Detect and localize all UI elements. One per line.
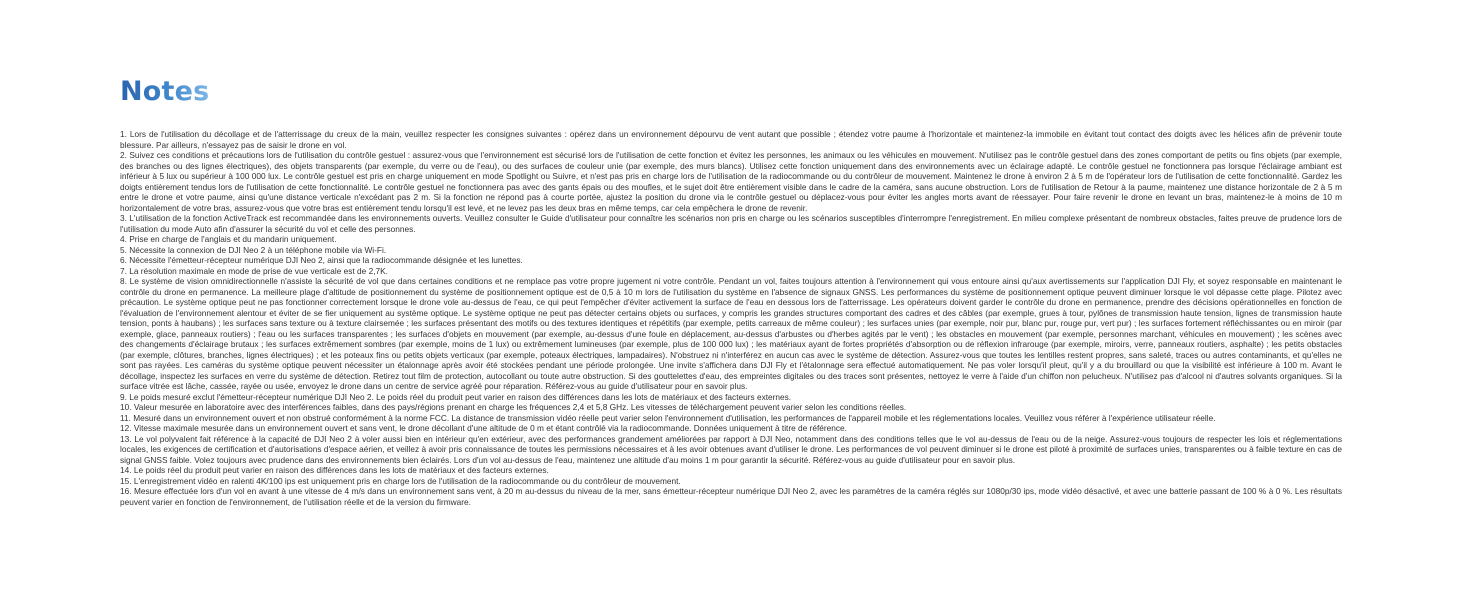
note-item: 9. Le poids mesuré exclut l'émetteur-récepteur numérique DJI Neo 2. Le poids réel du produit peut varier en raison des différences dans les lots de matériaux et des facteurs externes. <box>120 391 792 402</box>
note-item: 2. Suivez ces conditions et précautions lors de l'utilisation du contrôle gestuel : assurez-vous que l'environnement est sécurisé lors de l'utilisation de cette fonction et évitez les personnes, les animaux ou les véhicules en mouvement. N'utilisez pas le contrôle gestuel dans des zones comportant de petits ou fins objets (par exemple, des branches ou des lignes électriques), des objets transparents (par exemple, du verre ou de l'eau), ou des surfaces de couleur unie (par exemple, des murs blancs). Utilisez cette fonction uniquement dans des environnements avec un éclairage adapté. Le contrôle gestuel ne fonctionnera pas lorsque l'éclairage ambiant est inférieur à 5 lux ou supérieur à 100 000 lux. Le contrôle gestuel est pris en charge uniquement en mode Spotlight ou Suivre, et n'est pas pris en charge lors de l'utilisation de la radiocommande ou du contrôleur de mouvement. Maintenez le drone à environ 2 à 5 m de l'opérateur lors de l'utilisation de cette fonctionnalité. Gardez les doigts entièrement tendus lors de l'utilisation de cette fonctionnalité. Le contrôle gestuel ne fonctionnera pas avec des gants épais ou des moufles, et le sujet doit être entièrement visible dans le cadre de la caméra, sans aucune obstruction. Lors de l'utilisation de Retour à la paume, maintenez une distance horizontale de 2 à 5 m entre le drone et votre paume, ainsi qu'une distance verticale n'excédant pas 2 m. Si la fonction ne répond pas à courte portée, ajustez la position du drone via le contrôle gestuel ou déplacez-vous pour éviter les angles morts avant de réessayer. Pour faire revenir le drone en levant un bras, maintenez-le à moins de 10 m horizontalement de votre bras, assurez-vous que votre bras est entièrement tendu lorsqu'il est levé, et ne levez pas les deux bras en même temps, car cela empêchera le drone de revenir. <box>120 150 1342 213</box>
notes-list <box>120 129 1342 507</box>
note-item: 6. Nécessite l'émetteur-récepteur numérique DJI Neo 2, ainsi que la radiocommande désignée et les lunettes. <box>120 255 523 265</box>
note-item: 13. Le vol polyvalent fait référence à la capacité de DJI Neo 2 à voler aussi bien en intérieur qu'en extérieur, avec des performances grandement améliorées par rapport à DJI Neo, notamment dans des conditions telles que le vol au-dessus de l'eau ou de la neige. Assurez-vous toujours de respecter les lois et réglementations locales, les exigences de certification et d'autorisations d'espace aérien, et veillez à avoir pris connaissance de toutes les permissions nécessaires et à les avoir obtenues avant d'utiliser le drone. Les performances de vol peuvent diminuer si le drone est piloté à proximité de surfaces unies, transparentes ou à faible texture en cas de signal GNSS faible. Volez toujours avec prudence dans des environnements bien éclairés. Lors d'un vol au-dessus de l'eau, maintenez une altitude d'au moins 1 m pour garantir la sécurité. Référez-vous au guide d'utilisateur pour en savoir plus. <box>120 433 1342 465</box>
notes-title: Notes <box>120 76 210 107</box>
note-item: 12. Vitesse maximale mesurée dans un environnement ouvert et sans vent, le drone décollant d'une altitude de 0 m et étant contrôlé via la radiocommande. Données uniquement à titre de référence. <box>120 423 847 433</box>
note-item: 7. La résolution maximale en mode de prise de vue verticale est de 2,7K. <box>120 265 388 276</box>
note-item: 14. Le poids réel du produit peut varier en raison des différences dans les lots de matériaux et des facteurs externes. <box>120 465 549 475</box>
note-item: 11. Mesuré dans un environnement ouvert et non obstrué conformément à la norme FCC. La distance de transmission vidéo réelle peut varier selon l'environnement d'utilisation, les performances de l'appareil mobile et les réglementations locales. Veuillez vous référer à l'expérience utilisateur réelle. <box>120 412 1216 423</box>
note-item: 1. Lors de l'utilisation du décollage et de l'atterrissage du creux de la main, veuillez respecter les consignes suivantes : opérez dans un environnement dépourvu de vent autant que possible ; étendez votre paume à l'horizontale et maintenez-la immobile en évitant tout contact des doigts avec les hélices afin de prévenir toute blessure. Par ailleurs, n'essayez pas de saisir le drone en vol. <box>120 129 1342 150</box>
note-item: 5. Nécessite la connexion de DJI Neo 2 à un téléphone mobile via Wi-Fi. <box>120 244 387 255</box>
note-item: 3. L'utilisation de la fonction ActiveTrack est recommandée dans les environnements ouverts. Veuillez consulter le Guide d'utilisateur pour connaître les scénarios non pris en charge ou les scénarios susceptibles d'interrompre l'enregistrement. En milieu complexe présentant de nombreux obstacles, faites preuve de prudence lors de l'utilisation du mode Auto afin d'assurer la sécurité du vol et celle des personnes. <box>120 213 1342 234</box>
note-item: 8. Le système de vision omnidirectionnelle n'assiste la sécurité de vol que dans certaines conditions et ne remplace pas votre propre jugement ni votre contrôle. Pendant un vol, faites toujours attention à l'environnement qui vous entoure ainsi qu'aux avertissements sur l'application DJI Fly, et soyez responsable en maintenant le contrôle du drone en permanence. La meilleure plage d'altitude de positionnement du système de positionnement optique est de 0,5 à 10 m lors de l'utilisation du système en l'absence de signaux GNSS. Les performances du système de positionnement optique peuvent diminuer lorsque le vol dépasse cette plage. Pilotez avec précaution. Le système optique peut ne pas fonctionner correctement lorsque le drone vole au-dessus de l'eau, ce qui peut l'empêcher d'éviter activement la surface de l'eau en dessous lors de l'atterrissage. Les opérateurs doivent garder le contrôle du drone en permanence, prendre des décisions opérationnelles en fonction de l'évaluation de l'environnement alentour et éviter de se fier uniquement au système optique. Le système optique ne peut pas détecter certains objets ou surfaces, y compris les grandes structures comportant des cadres et des câbles (par exemple, grues à tour, pylônes de transmission haute tension, lignes de transmission haute tension, ponts à haubans) ; les surfaces sans texture ou à texture clairsemée ; les surfaces présentant des motifs ou des textures identiques et répétitifs (par exemple, petits carreaux de même couleur) ; les surfaces unies (par exemple, noir pur, blanc pur, rouge pur, vert pur) ; les surfaces fortement réfléchissantes ou en miroir (par exemple, glace, panneaux routiers) ; l'eau ou les surfaces transparentes ; les surfaces d'objets en mouvement (par exemple, au-dessus d'une foule en déplacement, au-dessus d'arbustes ou d'herbes agités par le vent) ; les obstacles en mouvement (par exemple, personnes marchant, véhicules en mouvement) ; les scènes avec des changements d'éclairage brutaux ; les surfaces extrêmement sombres (par exemple, moins de 1 lux) ou extrêmement lumineuses (par exemple, plus de 100 000 lux) ; les matériaux ayant de fortes propriétés d'absorption ou de réflexion infrarouge (par exemple, miroirs, verre, panneaux routiers, asphalte) ; les petits obstacles (par exemple, clôtures, branches, lignes électriques) ; et les poteaux fins ou petits objets verticaux (par exemple, poteaux électriques, lampadaires). N'obstruez ni n'interférez en aucun cas avec le système de détection. Assurez-vous que toutes les lentilles restent propres, sans saleté, traces ou autres contaminants, et qu'elles ne sont pas rayées. Les caméras du système optique peuvent nécessiter un étalonnage après avoir été stockées pendant une période prolongée. Une invite s'affichera dans DJI Fly et l'étalonnage sera effectué automatiquement. Ne pas voler lorsqu'il pleut, qu'il y a du brouillard ou que la visibilité est inférieure à 100 m. Avant le décollage, inspectez les surfaces en verre du système de détection. Retirez tout film de protection, autocollant ou toute autre obstruction. Si des gouttelettes d'eau, des empreintes digitales ou des traces sont présentes, nettoyez le verre à l'aide d'un chiffon non pelucheux. N'utilisez pas d'alcool ni d'autres solvants organiques. Si la surface vitrée est lâche, cassée, rayée ou usée, envoyez le drone dans un centre de service agréé pour réparation. Référez-vous au guide d'utilisateur pour en savoir plus. <box>120 276 1342 391</box>
note-item: 4. Prise en charge de l'anglais et du mandarin uniquement. <box>120 234 337 244</box>
note-item: 15. L'enregistrement vidéo en ralenti 4K/100 ips est uniquement pris en charge lors de l'utilisation de la radiocommande ou du contrôleur de mouvement. <box>120 475 681 486</box>
note-item: 10. Valeur mesurée en laboratoire avec des interférences faibles, dans des pays/régions prenant en charge les fréquences 2,4 et 5,8 GHz. Les vitesses de téléchargement peuvent varier selon les conditions réelles. <box>120 402 907 412</box>
note-item: 16. Mesure effectuée lors d'un vol en avant à une vitesse de 4 m/s dans un environnement sans vent, à 20 m au-dessus du niveau de la mer, sans émetteur-récepteur numérique DJI Neo 2, avec les paramètres de la caméra réglés sur 1080p/30 ips, mode vidéo désactivé, et avec une batterie passant de 100 % à 0 %. Les résultats peuvent varier en fonction de l'environnement, de l'utilisation réelle et de la version du firmware. <box>120 486 1342 507</box>
